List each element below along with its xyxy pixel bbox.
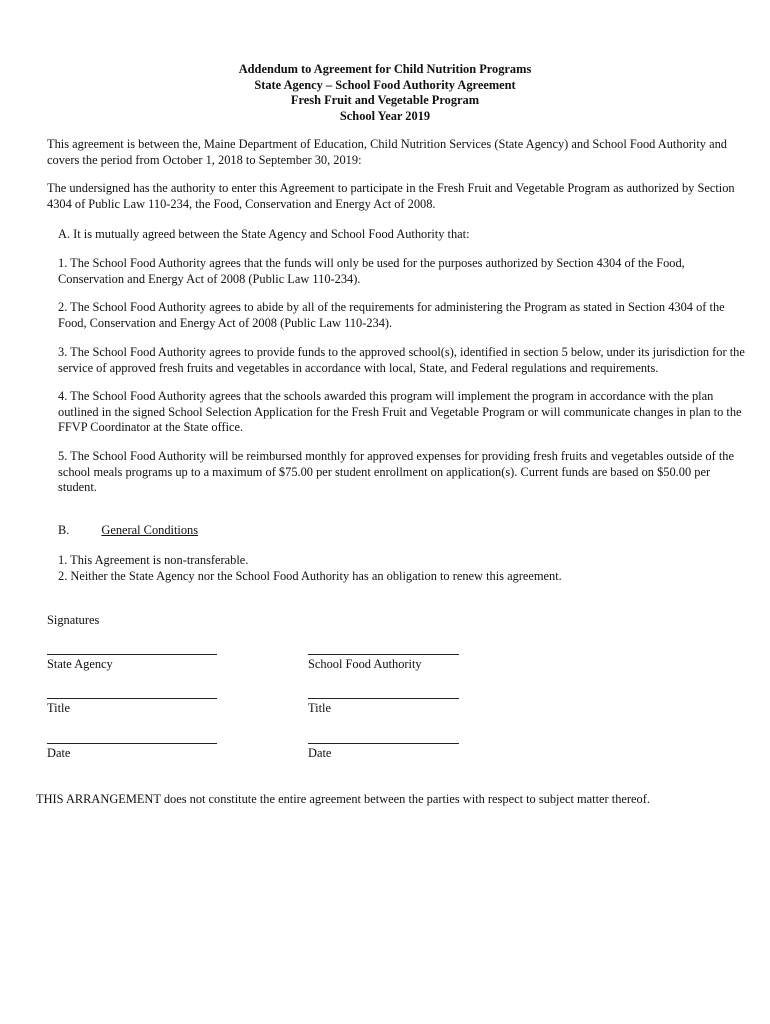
general-conditions-list bbox=[58, 553, 562, 584]
sfa-signature-line[interactable] bbox=[308, 654, 459, 655]
section-a-heading: A. It is mutually agreed between the State Agency and School Food Authority that: bbox=[58, 227, 470, 241]
sfa-title-label: Title bbox=[308, 701, 331, 715]
authority-paragraph: The undersigned has the authority to enter this Agreement to participate in the Fresh Fruit and Vegetable Program as authorized by Section 4304 of Public Law 110-234, the Food, Conservation and Energy Act of 2008. bbox=[47, 181, 735, 211]
state-agency-label: State Agency bbox=[47, 657, 113, 671]
section-b-title: General Conditions bbox=[101, 523, 199, 537]
sfa-date-label: Date bbox=[308, 746, 332, 760]
sfa-label: School Food Authority bbox=[308, 657, 422, 671]
general-condition-2: 2. Neither the State Agency nor the School Food Authority has an obligation to renew this agreement. bbox=[58, 568, 562, 583]
sfa-date-line[interactable] bbox=[308, 743, 459, 744]
state-agency-date-label: Date bbox=[47, 746, 71, 760]
section-b-letter: B. bbox=[58, 523, 70, 537]
sfa-title-line[interactable] bbox=[308, 698, 459, 699]
heading-line-2: State Agency – School Food Authority Agreement bbox=[254, 77, 516, 92]
agreement-item-2: 2. The School Food Authority agrees to abide by all of the requirements for administering the Program as stated in Section 4304 of the Food, Conservation and Energy Act of 2008 (Public Law 110-234). bbox=[58, 300, 725, 330]
heading-line-1: Addendum to Agreement for Child Nutrition Programs bbox=[238, 62, 532, 76]
footer-statement: THIS ARRANGEMENT does not constitute the entire agreement between the parties with respect to subject matter thereof. bbox=[36, 792, 650, 806]
agreement-item-5: 5. The School Food Authority will be reimbursed monthly for approved expenses for providing fresh fruits and vegetables outside of the school meals programs up to a maximum of $75.00 per student enrollment on application(s). Current funds are based on $50.00 per student. bbox=[58, 449, 734, 494]
state-agency-title-label: Title bbox=[47, 701, 70, 715]
state-agency-signature-line[interactable] bbox=[47, 654, 217, 655]
state-agency-title-line[interactable] bbox=[47, 698, 217, 699]
general-condition-1: 1. This Agreement is non-transferable. bbox=[58, 553, 249, 567]
signatures-title: Signatures bbox=[47, 613, 100, 627]
document-heading bbox=[0, 62, 770, 124]
section-b-heading bbox=[58, 523, 198, 539]
agreement-item-3: 3. The School Food Authority agrees to provide funds to the approved school(s), identified in section 5 below, under its jurisdiction for the service of approved fresh fruits and vegetables in accordance with local, State, and Federal regulations and requirements. bbox=[58, 345, 745, 375]
agreement-item-4: 4. The School Food Authority agrees that the schools awarded this program will implement the program in accordance with the plan outlined in the signed School Selection Application for the Fresh Fruit and Vegetable Program or will communicate changes in plan to the FFVP Coordinator at the State office. bbox=[58, 389, 742, 434]
agreement-item-1: 1. The School Food Authority agrees that the funds will only be used for the purposes authorized by Section 4304 of the Food, Conservation and Energy Act of 2008 (Public Law 110-234). bbox=[58, 256, 685, 286]
heading-line-4: School Year 2019 bbox=[339, 108, 431, 123]
heading-line-3: Fresh Fruit and Vegetable Program bbox=[290, 93, 480, 107]
intro-paragraph: This agreement is between the, Maine Department of Education, Child Nutrition Services (State Agency) and School Food Authority and covers the period from October 1, 2018 to September 30, 2019: bbox=[47, 137, 727, 167]
state-agency-date-line[interactable] bbox=[47, 743, 217, 744]
